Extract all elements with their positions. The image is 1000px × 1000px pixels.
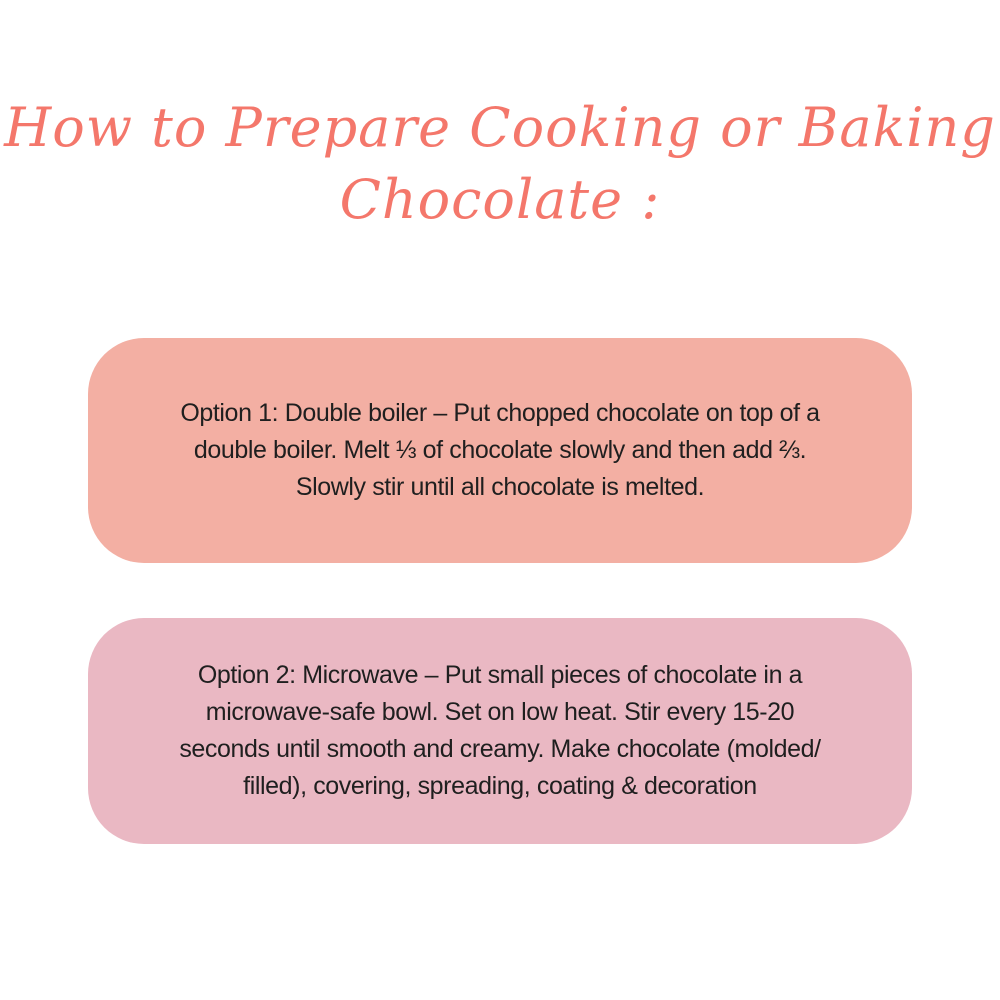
page-title [0,92,1000,236]
option-2-text-line-4: filled), covering, spreading, coating & decoration [243,772,757,800]
option-2-text-line-3: seconds until smooth and creamy. Make chocolate (molded/ [179,735,821,763]
option-1-text-line-2: double boiler. Melt ⅓ of chocolate slowly and then add ⅔. [193,436,807,464]
page-title-line-2: Chocolate : [339,168,661,231]
option-1-text-line-1: Option 1: Double boiler – Put chopped chocolate on top of a [180,399,820,427]
option-1-text-line-3: Slowly stir until all chocolate is melted. [295,473,705,501]
page-title-line-1: How to Prepare Cooking or Baking [4,96,996,159]
option-2-card [88,618,912,844]
option-1-text [180,395,819,506]
option-2-text [179,657,820,805]
option-1-card [88,338,912,563]
option-2-text-line-1: Option 2: Microwave – Put small pieces of chocolate in a [197,661,803,689]
option-2-text-line-2: microwave-safe bowl. Set on low heat. Stir every 15-20 [205,698,795,726]
